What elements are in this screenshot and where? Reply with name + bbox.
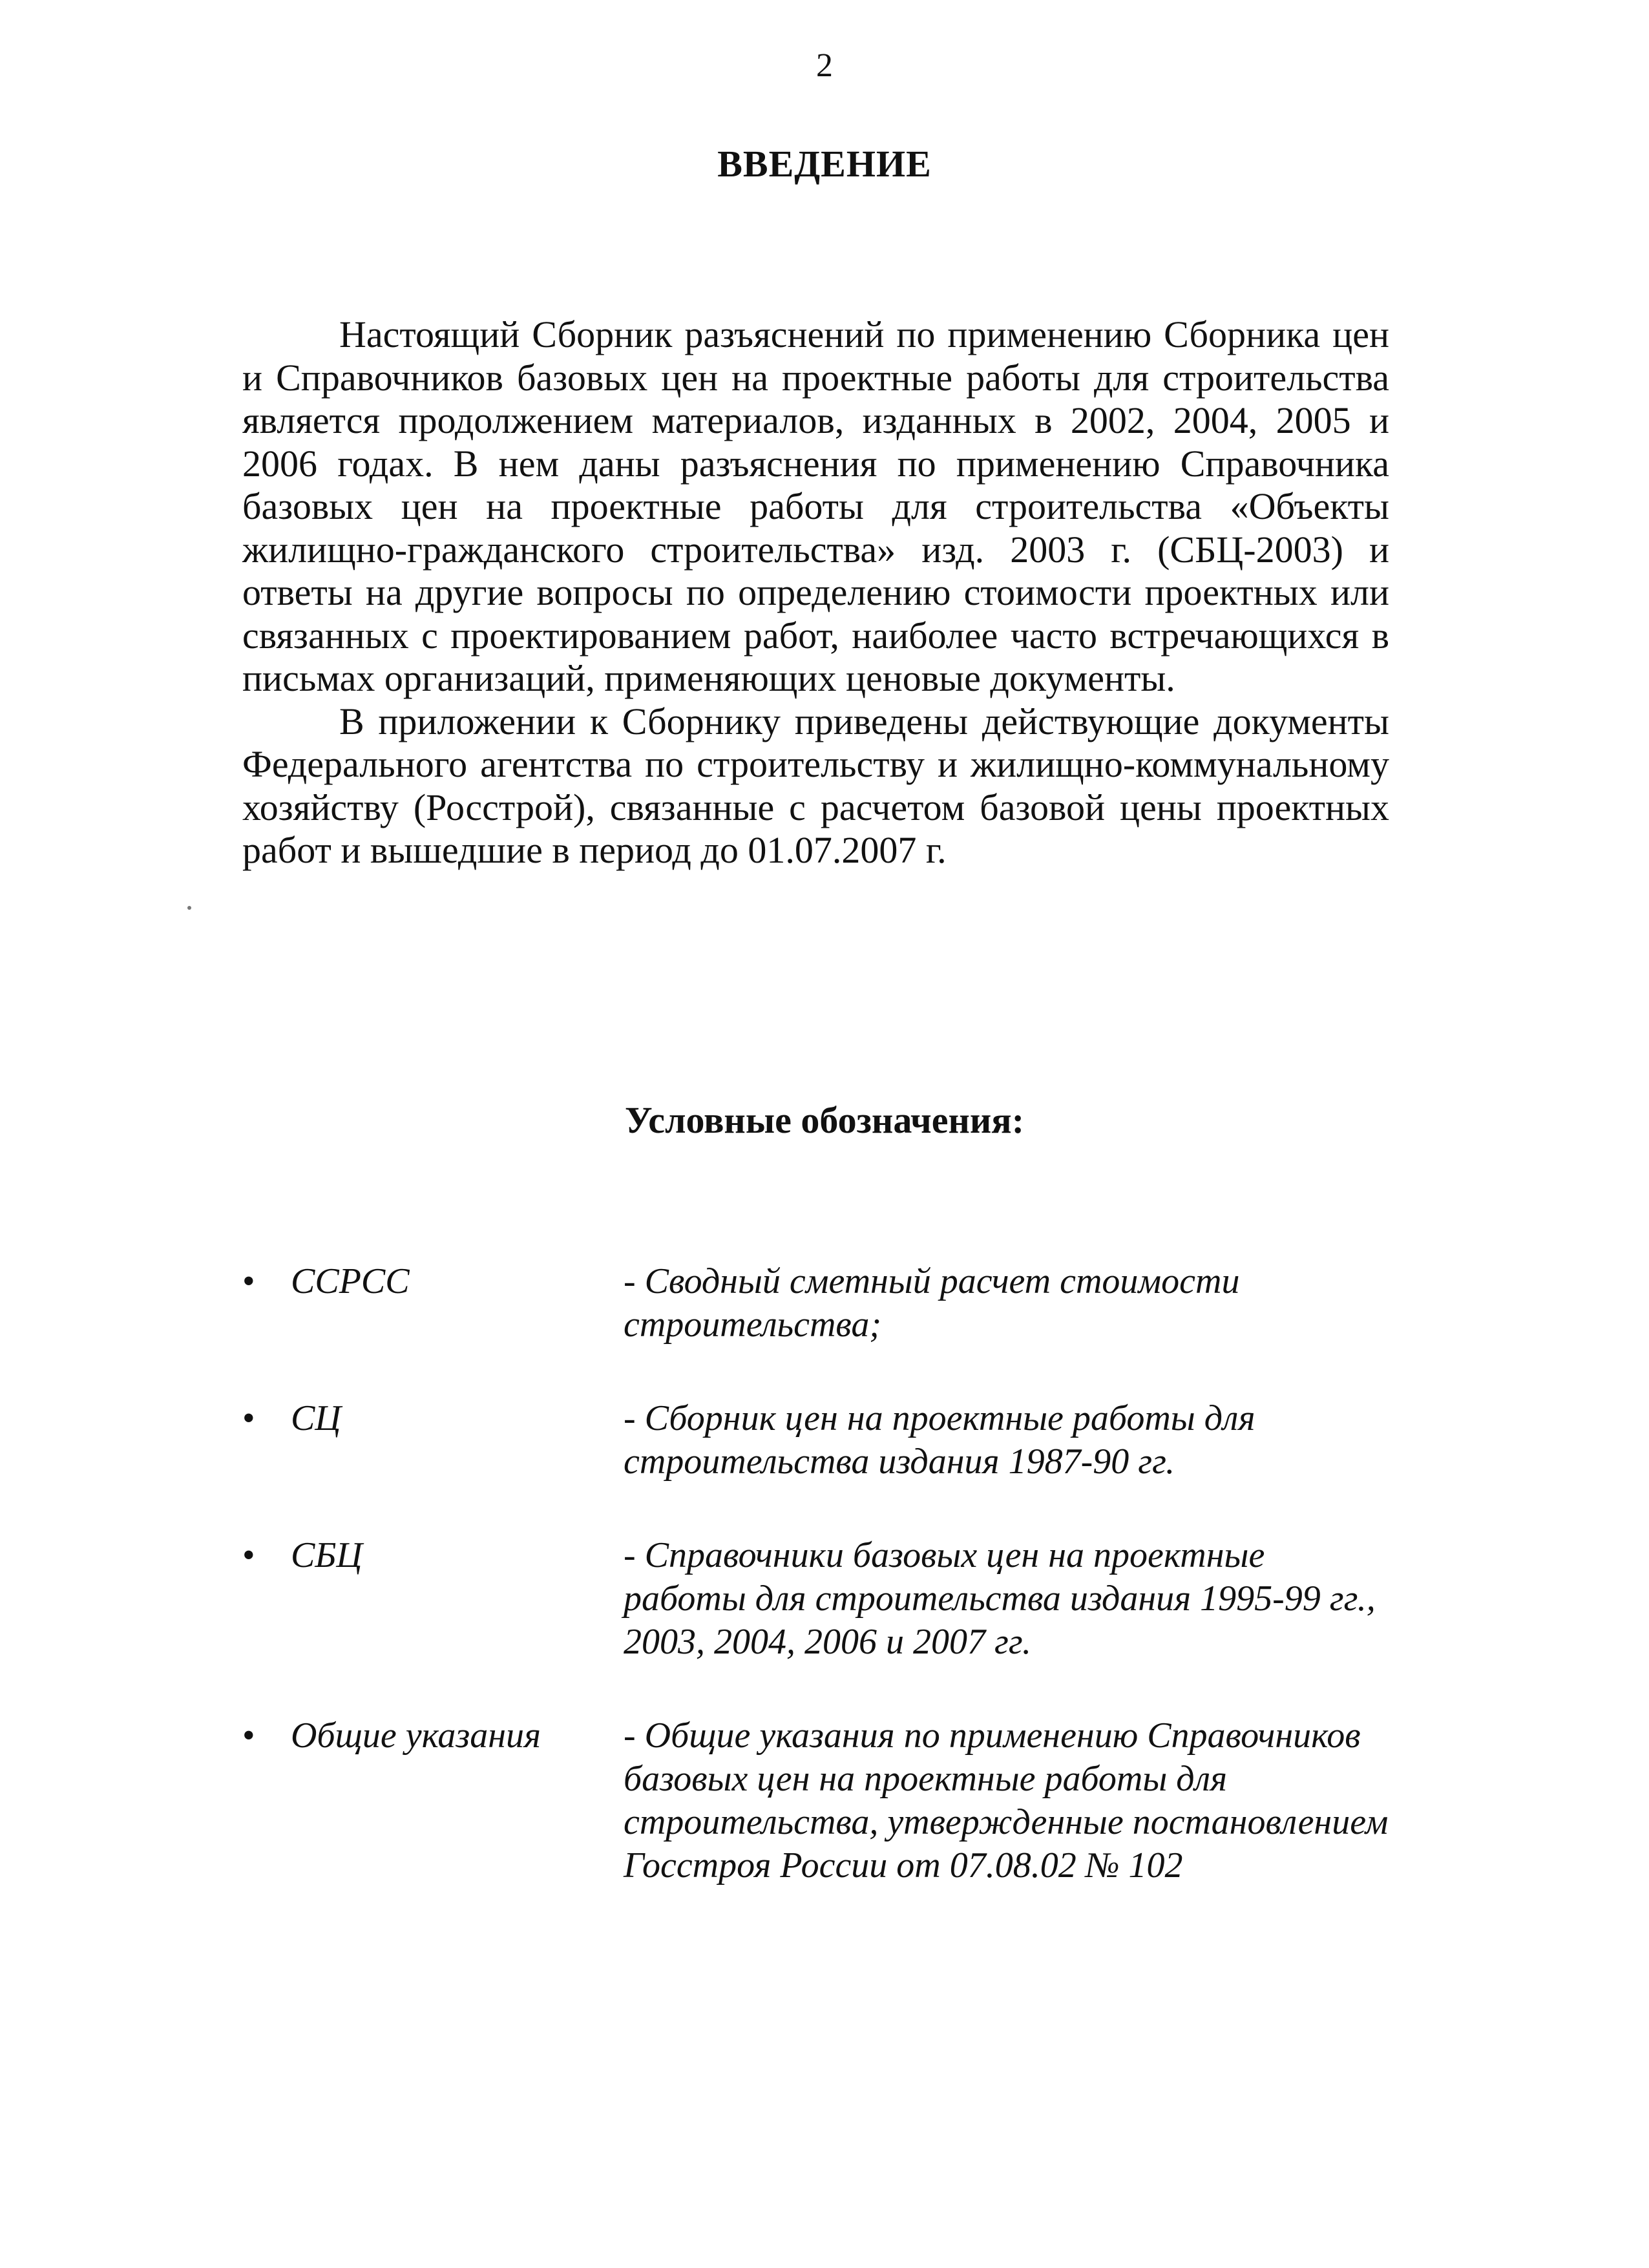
legend-term: ССРСС: [291, 1261, 410, 1301]
introduction-body: [242, 313, 1389, 872]
bullet-icon: •: [242, 1716, 255, 1756]
legend-definition: - Справочники базовых цен на проектные работы для строительства издания 1995-99 гг., 2003, 2004, 2006 и 2007 гг.: [624, 1535, 1376, 1662]
bullet-icon: •: [242, 1535, 255, 1575]
legend-definition: - Общие указания по применению Справочников базовых цен на проектные работы для строительства, утвержденные постановлением Госстроя России от 07.08.02 № 102: [624, 1716, 1389, 1885]
paragraph-2: В приложении к Сборнику приведены действующие документы Федерального агентства по строительству и жилищно-коммунальному хозяйству (Росстрой), связанные с расчетом базовой цены проектных работ и вышедшие в период до 01.07.2007 г.: [242, 700, 1389, 871]
legend-term: СБЦ: [291, 1535, 362, 1575]
legend-item: [242, 1260, 1392, 1347]
legend-term: Общие указания: [291, 1716, 541, 1756]
bullet-icon: •: [242, 1261, 255, 1301]
legend-item: [242, 1714, 1392, 1887]
page-title: ВВЕДЕНИЕ: [717, 143, 932, 185]
legend-term: СЦ: [291, 1398, 341, 1438]
paragraph-1: Настоящий Сборник разъяснений по применению Сборника цен и Справочников базовых цен на проектные работы для строительства является продолжением материалов, изданных в 2002, 2004, 2005 и 2006 годах. В нем даны разъяснения по применению Справочника базовых цен на проектные работы для строительства «Объекты жилищно-гражданского строительства» изд. 2003 г. (СБЦ-2003) и ответы на другие вопросы по определению стоимости проектных или связанных с проектированием работ, наиболее часто встречающихся в письмах организаций, применяющих ценовые документы.: [242, 313, 1389, 699]
scan-speck: [187, 906, 191, 910]
legend-definition: - Сводный сметный расчет стоимости строительства;: [624, 1261, 1240, 1345]
legend-item: [242, 1534, 1392, 1664]
legend-item: [242, 1397, 1392, 1484]
legend-title: Условные обозначения:: [624, 1099, 1025, 1141]
legend-list: [242, 1260, 1392, 1938]
page-number: 2: [816, 47, 833, 84]
legend-definition: - Сборник цен на проектные работы для строительства издания 1987-90 гг.: [624, 1398, 1255, 1482]
bullet-icon: •: [242, 1398, 255, 1438]
